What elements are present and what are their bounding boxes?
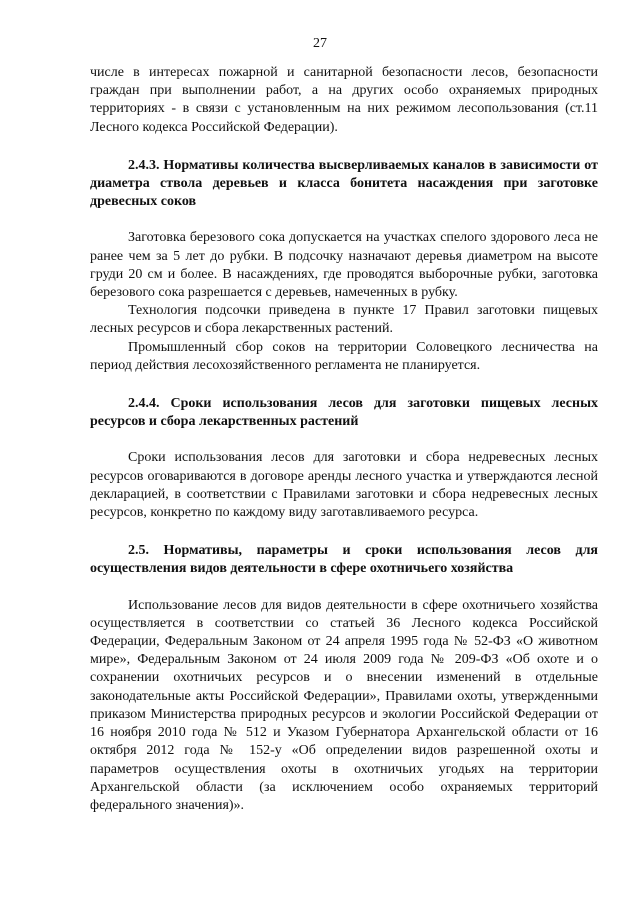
paragraph-usage-terms: Сроки использования лесов для заготовки и сбора недревесных лесных ресурсов оговариваются в договоре аренды лесного участка и утверждаются лесной декларацией, в соответствии с Правилами заготовки и сбора недревесных лесных ресурсов, конкретно по каждому виду заготавливаемого ресурса. [90,450,598,521]
section-heading-2-4-3: 2.4.3. Нормативы количества высверливаемых каналов в зависимости от диаметра ствола деревьев и класса бонитета насаждения при заготовке древесных соков [90,157,598,210]
paragraph-industrial-collection: Промышленный сбор соков на территории Соловецкого лесничества на период действия лесохозяйственного регламента не планируется. [90,339,598,373]
page-number: 27 [313,36,327,51]
paragraph-continuation: числе в интересах пожарной и санитарной безопасности лесов, безопасности граждан при выполнении работ, а на других особо охраняемых природных территориях - в связи с установленным на них режимом лесопользования (ст.11 Лесного кодекса Российской Федерации). [90,65,598,135]
section-heading-2-4-4: 2.4.4. Сроки использования лесов для заготовки пищевых лесных ресурсов и сбора лекарственных растений [90,396,598,430]
paragraph-hunting-legislation: Использование лесов для видов деятельности в сфере охотничьего хозяйства осуществляется в соответствии со статьей 36 Лесного кодекса Российской Федерации, Федеральным Законом от 24 апреля 1995 года № 52-ФЗ «О животном мире», Федеральным Законом от 24 июля 2009 года № 209-ФЗ «Об охоте и о сохранении охотничьих ресурсов и о внесении изменений в отдельные законодательные акты Российской Федерации», Правилами охоты, утвержденными приказом Министерства природных ресурсов и экологии Российской Федерации от 16 ноября 2010 года № 512 и Указом Губернатора Архангельской области от 16 октября 2012 года № 152-у «Об определении видов разрешенной охоты и параметров осуществления охоты в охотничьих угодьях на территории Архангельской области (за исключением особо охраняемых территорий федерального значения)». [90,597,598,813]
document-body [90,64,598,815]
section-heading-2-5: 2.5. Нормативы, параметры и сроки использования лесов для осуществления видов деятельности в сфере охотничьего хозяйства [90,543,598,577]
paragraph-birch-sap: Заготовка березового сока допускается на участках спелого здорового леса не ранее чем за 5 лет до рубки. В подсочку назначают деревья диаметром на высоте груди 20 см и более. В насаждениях, где проводятся выборочные рубки, заготовка березового сока разрешается с деревьев, намеченных в рубку. [90,230,598,301]
paragraph-tapping-technology: Технология подсочки приведена в пункте 17 Правил заготовки пищевых лесных ресурсов и сбора лекарственных растений. [90,303,598,337]
